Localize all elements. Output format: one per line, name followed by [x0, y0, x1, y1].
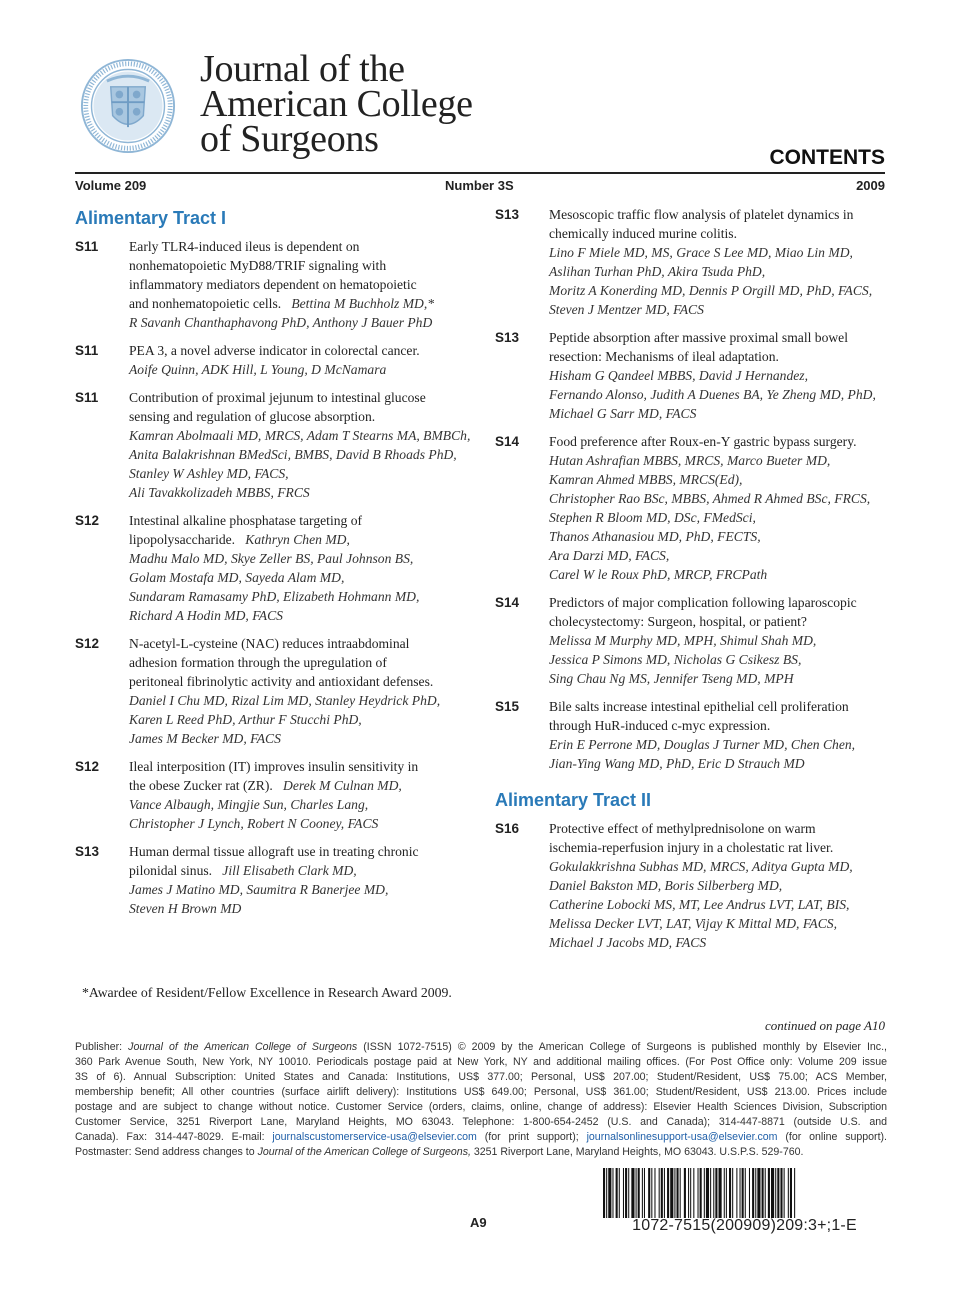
- entry-title-line: ischemia-reperfusion injury in a cholestatic rat liver.: [549, 840, 834, 855]
- contents-entry: [75, 341, 465, 379]
- entry-title-line: nonhematopoietic MyD88/TRIF signaling with: [129, 258, 387, 273]
- entry-title-line: Predictors of major complication following laparoscopic: [549, 595, 857, 610]
- journal-title: [200, 48, 620, 160]
- entry-title-line: Early TLR4-induced ileus is dependent on: [129, 239, 360, 254]
- entry-authors-line: Sundaram Ramasamy PhD, Elizabeth Hohmann MD,: [129, 589, 420, 604]
- journal-title-line-3: of Surgeons: [200, 118, 379, 160]
- left-entry-list: [75, 237, 471, 918]
- contents-entry: [75, 757, 465, 833]
- entry-title-end: lipopolysaccharide.: [129, 532, 236, 547]
- entry-authors-line: R Savanh Chanthaphavong PhD, Anthony J Bauer PhD: [129, 315, 433, 330]
- online-support-email-link[interactable]: journalsonlinesupport-usa@elsevier.com: [586, 1131, 778, 1143]
- journal-title-line-1: Journal of the: [200, 48, 405, 90]
- page-number: A9: [470, 1215, 487, 1230]
- issue-number-label: Number 3S: [445, 178, 514, 193]
- entry-title-line: Contribution of proximal jejunum to intestinal glucose: [129, 390, 426, 405]
- contents-entry: [75, 842, 465, 918]
- entry-title-line: through HuR-induced c-myc expression.: [549, 718, 771, 733]
- entry-title-author-line: [129, 294, 465, 313]
- section-heading-alimentary-tract-2: Alimentary Tract II: [495, 790, 652, 810]
- entry-authors-line: Kamran Ahmed MBBS, MRCS(Ed),: [549, 472, 743, 487]
- entry-authors-start: Derek M Culnan MD,: [283, 778, 402, 793]
- entry-page-number: S11: [75, 343, 99, 358]
- entry-authors-line: James J Matino MD, Saumitra R Banerjee MD,: [129, 882, 389, 897]
- entry-authors-line: Steven J Mentzer MD, FACS: [549, 302, 704, 317]
- entry-authors-line: Ara Darzi MD, FACS,: [549, 548, 670, 563]
- entry-page-number: S15: [495, 699, 520, 714]
- entry-authors-line: Aslihan Turhan PhD, Akira Tsuda PhD,: [549, 264, 766, 279]
- contents-entry: [75, 634, 465, 748]
- entry-authors-start: Kathryn Chen MD,: [245, 532, 350, 547]
- entry-authors-line: Michael J Jacobs MD, FACS: [549, 935, 707, 950]
- publisher-line: 3S of 6). Annual Subscription: United States and Canada: Institutions, US$ 377.00; Personal, US$ 207.00; Student/Resident, US$ 75.00; ACS Member,: [75, 1071, 887, 1083]
- contents-entry: [75, 388, 471, 502]
- entry-page-number: S12: [75, 759, 100, 774]
- contents-entry: [495, 697, 885, 773]
- entry-authors-line: Erin E Perrone MD, Douglas J Turner MD, Chen Chen,: [549, 737, 856, 752]
- entry-authors-line: Aoife Quinn, ADK Hill, L Young, D McNamara: [129, 362, 387, 377]
- publisher-info: [75, 1040, 887, 1160]
- entry-title-end: and nonhematopoietic cells.: [129, 296, 282, 311]
- entry-title-author-line: [129, 861, 465, 880]
- entry-authors-line: Melissa Decker LVT, LAT, Vijay K Mittal MD, FACS,: [549, 916, 837, 931]
- left-column: [75, 205, 471, 927]
- entry-title-line: Food preference after Roux-en-Y gastric bypass surgery.: [549, 434, 857, 449]
- publisher-line: postage and are subject to change without notice. Customer Service (orders, claims, online, change of address): Elsevier Health Sciences Division, Subscription: [75, 1101, 887, 1113]
- contents-entry: [495, 432, 885, 584]
- entry-title-line: Peptide absorption after massive proximal small bowel: [549, 330, 848, 345]
- entry-authors-line: Fernando Alonso, Judith A Duenes BA, Ye Zheng MD, PhD,: [549, 387, 876, 402]
- publisher-line: Publisher: Journal of the American College of Surgeons (ISSN 1072-7515) © 2009 by the American College of Surgeons is published monthly by Elsevier Inc.,: [75, 1041, 887, 1053]
- continued-note: continued on page A10: [765, 1018, 885, 1033]
- publisher-line: membership benefit; All other countries (surface airlift delivery): Institutions US$ 649.00; Personal, US$ 361.00; Student/Resident, US$ 213.00. Prices include: [75, 1086, 887, 1098]
- entry-authors-line: Lino F Miele MD, MS, Grace S Lee MD, Miao Lin MD,: [549, 245, 853, 260]
- volume-label: Volume 209: [75, 178, 147, 193]
- entry-authors-line: Sing Chau Ng MS, Jennifer Tseng MD, MPH: [549, 671, 794, 686]
- entry-title-line: Mesoscopic traffic flow analysis of platelet dynamics in: [549, 207, 854, 222]
- contents-entry: [495, 593, 885, 688]
- contents-entry: [495, 205, 885, 319]
- entry-title-end: the obese Zucker rat (ZR).: [129, 778, 273, 793]
- entry-title-line: inflammatory mediators dependent on hematopoietic: [129, 277, 417, 292]
- entry-page-number: S11: [75, 390, 99, 405]
- entry-title-line: adhesion formation through the upregulation of: [129, 655, 387, 670]
- publisher-line: Customer Service, 3251 Riverport Lane, Maryland Heights, MO 63043. Telephone: 1-800-654-2452 (U.S. and Canada); 314-447-8871 (outside U.S. and: [75, 1116, 887, 1128]
- entry-authors-line: Catherine Lobocki MS, MT, Lee Andrus LVT, LAT, BIS,: [549, 897, 850, 912]
- entry-title-line: Human dermal tissue allograft use in treating chronic: [129, 844, 419, 859]
- entry-title-line: N-acetyl-L-cysteine (NAC) reduces intraabdominal: [129, 636, 410, 651]
- entry-page-number: S13: [75, 844, 100, 859]
- contents-entry: [495, 328, 885, 423]
- entry-page-number: S13: [495, 207, 520, 222]
- entry-authors-line: Melissa M Murphy MD, MPH, Shimul Shah MD,: [549, 633, 817, 648]
- entry-authors-line: Hutan Ashrafian MBBS, MRCS, Marco Bueter MD,: [549, 453, 831, 468]
- entry-title-end: pilonidal sinus.: [129, 863, 213, 878]
- entry-authors-line: Christopher J Lynch, Robert N Cooney, FACS: [129, 816, 379, 831]
- entry-authors-line: Karen L Reed PhD, Arthur F Stucchi PhD,: [129, 712, 362, 727]
- entry-authors-line: Thanos Athanasiou MD, PhD, FECTS,: [549, 529, 761, 544]
- entry-authors-line: Stanley W Ashley MD, FACS,: [129, 466, 289, 481]
- entry-title-line: chemically induced murine colitis.: [549, 226, 737, 241]
- entry-authors-line: Anita Balakrishnan BMedSci, BMBS, David B Rhoads PhD,: [129, 447, 457, 462]
- entry-authors-line: Kamran Abolmaali MD, MRCS, Adam T Stearns MA, BMBCh,: [129, 428, 471, 443]
- customer-service-email-link[interactable]: journalscustomerservice-usa@elsevier.com: [272, 1131, 477, 1143]
- publisher-line: Postmaster: Send address changes to Journal of the American College of Surgeons, 3251 Riverport Lane, Maryland Heights, MO 63043. U.S.P.S. 529-760.: [75, 1146, 804, 1158]
- entry-title-author-line: [129, 776, 465, 795]
- entry-authors-line: Vance Albaugh, Mingjie Sun, Charles Lang,: [129, 797, 369, 812]
- entry-title-author-line: [129, 530, 465, 549]
- section-heading-alimentary-tract-1: Alimentary Tract I: [75, 208, 227, 228]
- entry-authors-line: Ali Tavakkolizadeh MBBS, FRCS: [129, 485, 310, 500]
- publisher-line: 360 Park Avenue South, New York, NY 10010. Periodicals postage paid at New York, NY and additional mailing offices. (For Post Office only: Volume 209 issue: [75, 1056, 887, 1068]
- entry-page-number: S11: [75, 239, 99, 254]
- issue-info-bar: [75, 172, 885, 198]
- issue-year-label: 2009: [856, 178, 885, 193]
- entry-authors-line: Golam Mostafa MD, Sayeda Alam MD,: [129, 570, 345, 585]
- entry-authors-line: Michael G Sarr MD, FACS: [549, 406, 697, 421]
- entry-authors-line: Moritz A Konerding MD, Dennis P Orgill MD, PhD, FACS,: [549, 283, 873, 298]
- contents-entry: [75, 237, 465, 332]
- right-entry-list: [495, 205, 885, 773]
- entry-page-number: S12: [75, 513, 100, 528]
- publisher-line: Canada). Fax: 314-447-8029. E-mail: journalscustomerservice-usa@elsevier.com (for print support); journalsonlinesupport-usa@elsevier.com (for online support).: [75, 1131, 888, 1143]
- entry-authors-line: Stephen R Bloom MD, DSc, FMedSci,: [549, 510, 756, 525]
- contents-entry: [495, 819, 885, 952]
- entry-authors-line: Madhu Malo MD, Skye Zeller BS, Paul Johnson BS,: [129, 551, 414, 566]
- entry-authors-line: Christopher Rao BSc, MBBS, Ahmed R Ahmed BSc, FRCS,: [549, 491, 871, 506]
- entry-page-number: S13: [495, 330, 520, 345]
- issn-barcode: [603, 1168, 886, 1218]
- entry-page-number: S14: [495, 434, 520, 449]
- entry-page-number: S12: [75, 636, 100, 651]
- entry-title-line: Protective effect of methylprednisolone on warm: [549, 821, 816, 836]
- contents-entry: [75, 511, 465, 625]
- entry-authors-line: Jessica P Simons MD, Nicholas G Csikesz BS,: [549, 652, 802, 667]
- journal-title-line-2: American College: [200, 83, 473, 125]
- contents-heading: CONTENTS: [769, 146, 885, 169]
- entry-authors-line: Jian-Ying Wang MD, PhD, Eric D Strauch MD: [549, 756, 805, 771]
- entry-authors-line: Daniel Bakston MD, Boris Silberberg MD,: [549, 878, 783, 893]
- entry-title-line: Ileal interposition (IT) improves insulin sensitivity in: [129, 759, 419, 774]
- barcode-number: 1072-7515(200909)209:3+;1-E: [632, 1217, 857, 1234]
- entry-authors-line: Richard A Hodin MD, FACS: [129, 608, 283, 623]
- entry-title-line: PEA 3, a novel adverse indicator in colorectal cancer.: [129, 343, 420, 358]
- entry-title-line: peritoneal fibrinolytic activity and antioxidant defenses.: [129, 674, 434, 689]
- entry-page-number: S14: [495, 595, 520, 610]
- entry-authors-line: James M Becker MD, FACS: [129, 731, 281, 746]
- entry-authors-line: Hisham G Qandeel MBBS, David J Hernandez,: [549, 368, 808, 383]
- right-entry-list-2: [495, 819, 885, 952]
- entry-title-line: cholecystectomy: Surgeon, hospital, or patient?: [549, 614, 807, 629]
- entry-authors-line: Gokulakkrishna Subhas MD, MRCS, Aditya Gupta MD,: [549, 859, 853, 874]
- entry-title-line: Intestinal alkaline phosphatase targeting of: [129, 513, 363, 528]
- right-column: [495, 205, 885, 961]
- award-footnote: *Awardee of Resident/Fellow Excellence in Research Award 2009.: [82, 985, 452, 1000]
- entry-authors-line: Carel W le Roux PhD, MRCP, FRCPath: [549, 567, 768, 582]
- college-seal-logo: [80, 58, 176, 154]
- entry-title-line: resection: Mechanisms of ileal adaptation.: [549, 349, 779, 364]
- entry-page-number: S16: [495, 821, 520, 836]
- entry-authors-line: Daniel I Chu MD, Rizal Lim MD, Stanley Heydrick PhD,: [129, 693, 441, 708]
- entry-title-line: sensing and regulation of glucose absorption.: [129, 409, 376, 424]
- entry-authors-start: Bettina M Buchholz MD,*: [291, 296, 435, 311]
- entry-authors-start: Jill Elisabeth Clark MD,: [222, 863, 357, 878]
- entry-authors-line: Steven H Brown MD: [129, 901, 242, 916]
- entry-title-line: Bile salts increase intestinal epithelial cell proliferation: [549, 699, 849, 714]
